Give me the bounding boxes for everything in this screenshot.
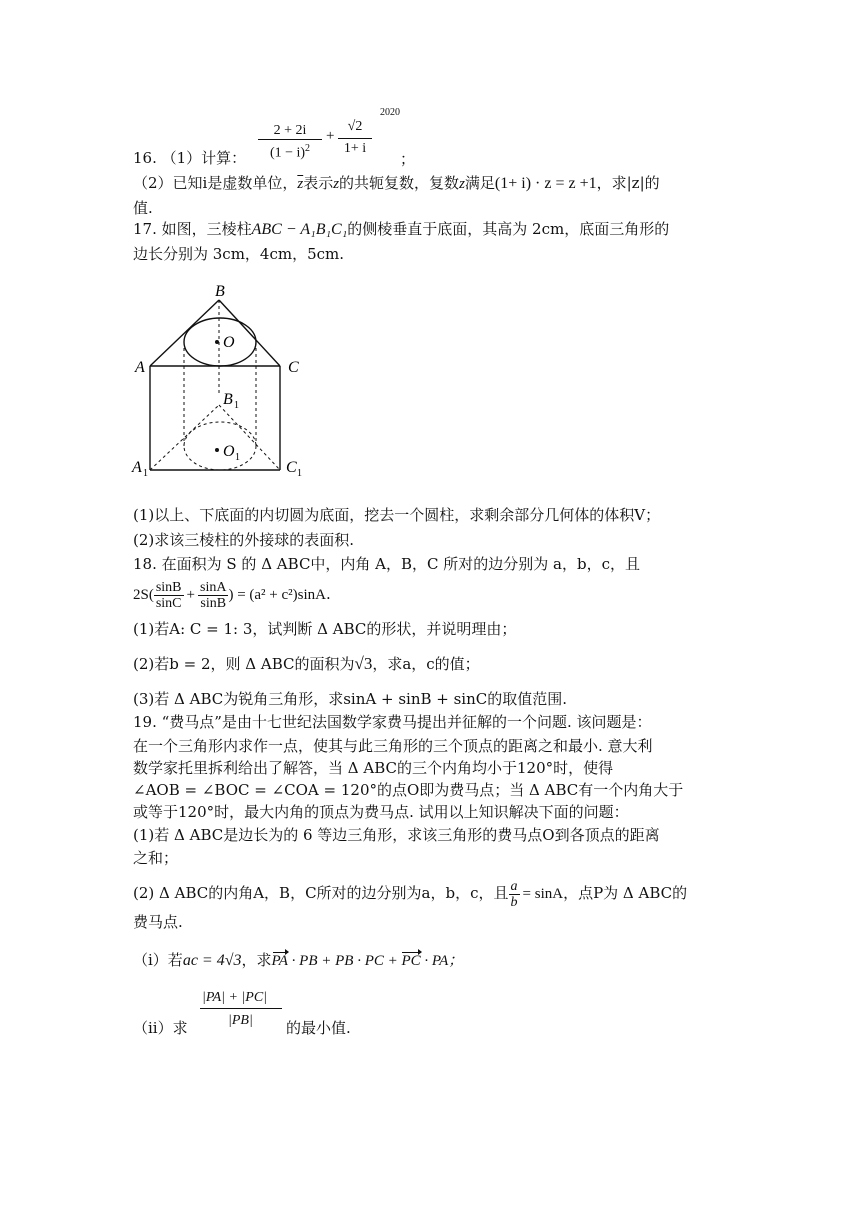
q17-line1-b: 的侧棱垂直于底面，其高为 2cm，底面三角形的 xyxy=(347,220,670,238)
label-C: C xyxy=(288,359,299,376)
q17-part1: (1)以上、下底面的内切圆为底面，挖去一个圆柱，求剩余部分几何体的体积V； xyxy=(133,506,661,524)
q18-f1-den: sinC xyxy=(155,595,182,611)
q16-frac1-exp: 2 xyxy=(305,143,311,154)
q19-sub-i xyxy=(133,950,463,971)
q18-frac1 xyxy=(154,580,184,611)
q17-line1 xyxy=(133,219,669,240)
q19-sub-ii-fraction-bar xyxy=(200,1008,282,1009)
q16-plus: + xyxy=(326,128,335,144)
q19-sub-i-eq: ac = 4√3 xyxy=(182,952,242,969)
q19-sub-ii-num: |PA| + |PC| xyxy=(202,990,268,1005)
q19-vec-PC: PC xyxy=(401,953,421,969)
center-O1 xyxy=(215,448,219,452)
q17-part2: (2)求该三棱柱的外接球的表面积. xyxy=(133,531,355,549)
q16-frac1 xyxy=(258,122,322,163)
q16-frac2-den: 1+ i xyxy=(343,141,367,156)
label-B1: B xyxy=(223,391,233,408)
q19-sub-i-b: ，求 xyxy=(241,951,272,969)
q19-line4: ∠AOB = ∠BOC = ∠COA = 120°的点O即为费马点；当 Δ ABC有一个内角大于 xyxy=(133,781,684,799)
q18-dot: . xyxy=(326,585,331,603)
q19-line1: 19. “费马点”是由十七世纪法国数学家费马提出并征解的一个问题. 该问题是： xyxy=(133,713,652,731)
q18-equation xyxy=(133,578,331,610)
q16-part2-tail: ，求|z|的 xyxy=(596,174,660,192)
bottom-inscribed-circle xyxy=(184,422,256,470)
q18-part3: (3)若 Δ ABC为锐角三角形，求sinA + sinB + sinC的取值范围. xyxy=(133,690,568,708)
label-B1-sub: 1 xyxy=(234,400,239,411)
q19-sub-i-c: · PB + PB · PC + xyxy=(287,953,402,969)
q18-f2-den: sinB xyxy=(200,595,227,611)
q19-line2: 在一个三角形内求作一点，使其与此三角形的三个顶点的距离之和最小. 意大利 xyxy=(133,737,653,755)
q17-line1-a: 17. 如图，三棱柱 xyxy=(133,220,252,238)
top-inscribed-circle xyxy=(184,318,256,366)
q19-part2-eq: = sinA xyxy=(522,886,564,902)
q18-line1: 18. 在面积为 S 的 Δ ABC中，内角 A，B，C 所对的边分别为 a，b，c，且 xyxy=(133,555,640,573)
q16-part2-prefix: （2）已知i是虚数单位， xyxy=(133,174,298,192)
q19-part2-c: 费马点. xyxy=(133,913,183,931)
q16-part2 xyxy=(133,173,660,194)
q19-line3: 数学家托里拆利给出了解答，当 Δ ABC的三个内角均小于120°时，使得 xyxy=(133,759,614,777)
q16-z2: z xyxy=(459,176,465,192)
q16-part2-mid3: 满足 xyxy=(464,174,495,192)
q19-sub-i-a: （i）若 xyxy=(133,951,183,969)
q16-label: 16. （1）计算： xyxy=(133,149,247,167)
label-O1-sub: 1 xyxy=(235,452,240,463)
q18-part2-sqrt: √3 xyxy=(354,654,373,673)
prism-figure xyxy=(130,280,310,480)
q18-f2-num: sinA xyxy=(200,579,227,595)
q16-exponent: 2020 xyxy=(380,107,400,118)
q16-frac1-num: 2 + 2i xyxy=(258,122,322,140)
label-A: A xyxy=(135,359,145,376)
q18-part1: (1)若A: C = 1: 3，试判断 Δ ABC的形状，并说明理由； xyxy=(133,620,517,638)
q19-part1-b: 之和； xyxy=(133,849,179,867)
label-O: O xyxy=(223,334,235,351)
q19-sub-ii-den: |PB| xyxy=(228,1013,253,1028)
q19-part2 xyxy=(133,877,687,909)
label-C1: C xyxy=(286,459,297,476)
q16-part2-line2: 值. xyxy=(133,199,153,217)
q19-line5: 或等于120°时，最大内角的顶点为费马点. 试用以上知识解决下面的问题： xyxy=(133,803,629,821)
label-C1-sub: 1 xyxy=(297,468,302,479)
center-O xyxy=(215,340,219,344)
q16-part2-mid2: 的共轭复数，复数 xyxy=(339,174,460,192)
edge-B1C1 xyxy=(219,405,280,470)
q16-equation: (1+ i) · z = z +1 xyxy=(494,175,597,192)
q18-plus: + xyxy=(186,587,195,603)
q18-part2-b: ，求a，c的值； xyxy=(372,655,480,673)
q18-eq-suffix: ) = (a² + c²)sinA xyxy=(228,587,327,603)
q19-part2-b: ，点P为 Δ ABC的 xyxy=(563,884,688,902)
q17-prism: ABC − A₁B₁C₁ xyxy=(251,221,348,238)
q19-sub-ii-a: （ii）求 xyxy=(133,1019,188,1037)
q19-part2-a: (2) Δ ABC的内角A，B，C所对的边分别为a，b，c，且 xyxy=(133,884,509,902)
q16-frac1-den: (1 − i) xyxy=(269,145,306,161)
q16-frac2-num: √2 xyxy=(338,116,372,139)
q18-part2 xyxy=(133,654,480,674)
q19-vec-PA: PA xyxy=(271,953,288,969)
q17-line2: 边长分别为 3cm，4cm，5cm. xyxy=(133,245,345,263)
q19-sub-i-d: · PA； xyxy=(420,953,464,969)
q19-part1-a: (1)若 Δ ABC是边长为的 6 等边三角形，求该三角形的费马点O到各顶点的距离 xyxy=(133,826,660,844)
q16-zbar: $\overline{z}$ xyxy=(297,176,304,192)
label-O1: O xyxy=(223,443,235,460)
q19-part2-frac xyxy=(509,879,520,910)
q16-part2-mid: 表示 xyxy=(303,174,334,192)
q18-frac2 xyxy=(198,580,228,611)
label-B: B xyxy=(215,283,225,300)
label-A1-sub: 1 xyxy=(143,468,148,479)
q19-part2-den: b xyxy=(510,894,518,910)
q16-frac2 xyxy=(338,116,372,159)
q18-part2-a: (2)若b = 2，则 Δ ABC的面积为 xyxy=(133,655,355,673)
q16-z: z xyxy=(333,176,340,192)
q16-tail: ； xyxy=(400,152,416,168)
label-A1: A xyxy=(132,459,142,476)
q19-part2-num: a xyxy=(510,878,518,894)
q19-sub-ii-b: 的最小值. xyxy=(286,1019,351,1037)
q18-eq-prefix: 2S( xyxy=(133,587,154,603)
q18-f1-num: sinB xyxy=(155,579,182,595)
